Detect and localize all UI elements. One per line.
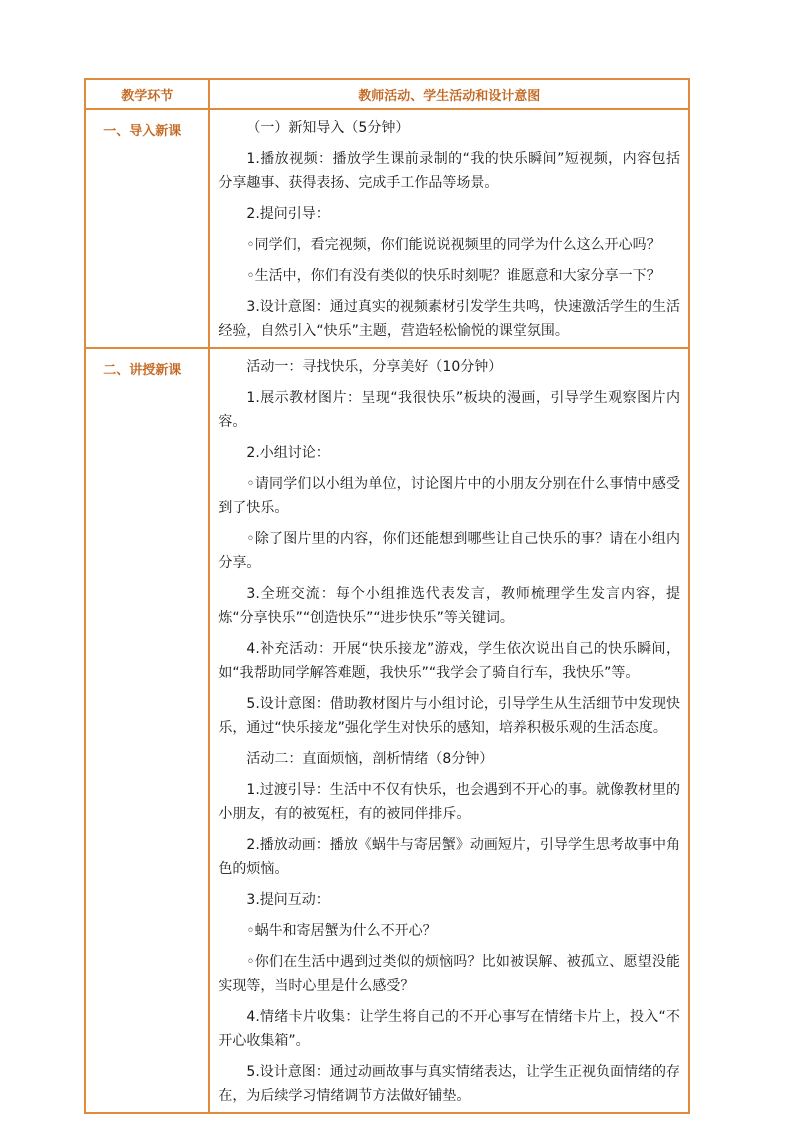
paragraph: 1.播放视频：播放学生课前录制的“我的快乐瞬间”短视频，内容包括分享趣事、获得表扬、完成手工作品等场景。 bbox=[218, 151, 680, 191]
paragraph: 1.展示教材图片：呈现“我很快乐”板块的漫画，引导学生观察图片内容。 bbox=[218, 390, 680, 430]
paragraph: 活动二：直面烦恼，剖析情绪（8分钟） bbox=[246, 751, 494, 767]
paragraph: ◦同学们，看完视频，你们能说说视频里的同学为什么这么开心吗？ bbox=[246, 237, 661, 253]
paragraph: ◦你们在生活中遇到过类似的烦恼吗？比如被误解、被孤立、愿望没能实现等，当时心里是什么感受？ bbox=[218, 954, 680, 994]
paragraph: 2.提问引导： bbox=[246, 206, 330, 222]
paragraph: 3.设计意图：通过真实的视频素材引发学生共鸣，快速激活学生的生活经验，自然引入“快乐”主题，营造轻松愉悦的课堂氛围。 bbox=[218, 299, 680, 339]
table-row-intro bbox=[85, 109, 689, 348]
paragraph: 活动一：寻找快乐，分享美好（10分钟） bbox=[246, 359, 503, 375]
paragraph: 3.提问互动： bbox=[246, 892, 330, 908]
paragraph: 4.情绪卡片收集：让学生将自己的不开心事写在情绪卡片上，投入“不开心收集箱”。 bbox=[218, 1009, 680, 1049]
header-content: 教师活动、学生活动和设计意图 bbox=[209, 79, 689, 109]
header-stage: 教学环节 bbox=[85, 79, 209, 109]
paragraph: 4.补充活动：开展“快乐接龙”游戏，学生依次说出自己的快乐瞬间，如“我帮助同学解答难题，我快乐”“我学会了骑自行车，我快乐”等。 bbox=[218, 641, 680, 681]
paragraph: 2.播放动画：播放《蜗牛与寄居蟹》动画短片，引导学生思考故事中角色的烦恼。 bbox=[218, 837, 680, 877]
content-cell-intro bbox=[209, 109, 689, 348]
paragraph: 1.过渡引导：生活中不仅有快乐，也会遇到不开心的事。就像教材里的小朋友，有的被冤枉，有的被同伴排斥。 bbox=[218, 782, 680, 822]
paragraph: 2.小组讨论： bbox=[246, 445, 330, 461]
stage-cell-intro bbox=[85, 109, 209, 348]
stage-label-teaching: 二、讲授新课 bbox=[103, 363, 182, 378]
table-row-teaching bbox=[85, 348, 689, 1113]
paragraph: ◦蜗牛和寄居蟹为什么不开心？ bbox=[246, 923, 437, 939]
paragraph: 5.设计意图：借助教材图片与小组讨论，引导学生从生活细节中发现快乐，通过“快乐接龙”强化学生对快乐的感知，培养积极乐观的生活态度。 bbox=[218, 696, 680, 736]
lesson-plan-table bbox=[84, 78, 690, 1114]
table-header-row bbox=[85, 79, 689, 109]
paragraph: ◦请同学们以小组为单位，讨论图片中的小朋友分别在什么事情中感受到了快乐。 bbox=[218, 476, 680, 516]
paragraph: ◦生活中，你们有没有类似的快乐时刻呢？谁愿意和大家分享一下？ bbox=[246, 268, 661, 284]
content-cell-teaching bbox=[209, 348, 689, 1113]
paragraph: ◦除了图片里的内容，你们还能想到哪些让自己快乐的事？请在小组内分享。 bbox=[218, 531, 680, 571]
paragraph: （一）新知导入（5分钟） bbox=[246, 120, 410, 136]
paragraph: 5.设计意图：通过动画故事与真实情绪表达，让学生正视负面情绪的存在，为后续学习情绪调节方法做好铺垫。 bbox=[218, 1064, 680, 1104]
paragraph: 3.全班交流：每个小组推选代表发言，教师梳理学生发言内容，提炼“分享快乐”“创造快乐”“进步快乐”等关键词。 bbox=[218, 586, 680, 626]
stage-label-intro: 一、导入新课 bbox=[103, 124, 182, 139]
stage-cell-teaching bbox=[85, 348, 209, 1113]
